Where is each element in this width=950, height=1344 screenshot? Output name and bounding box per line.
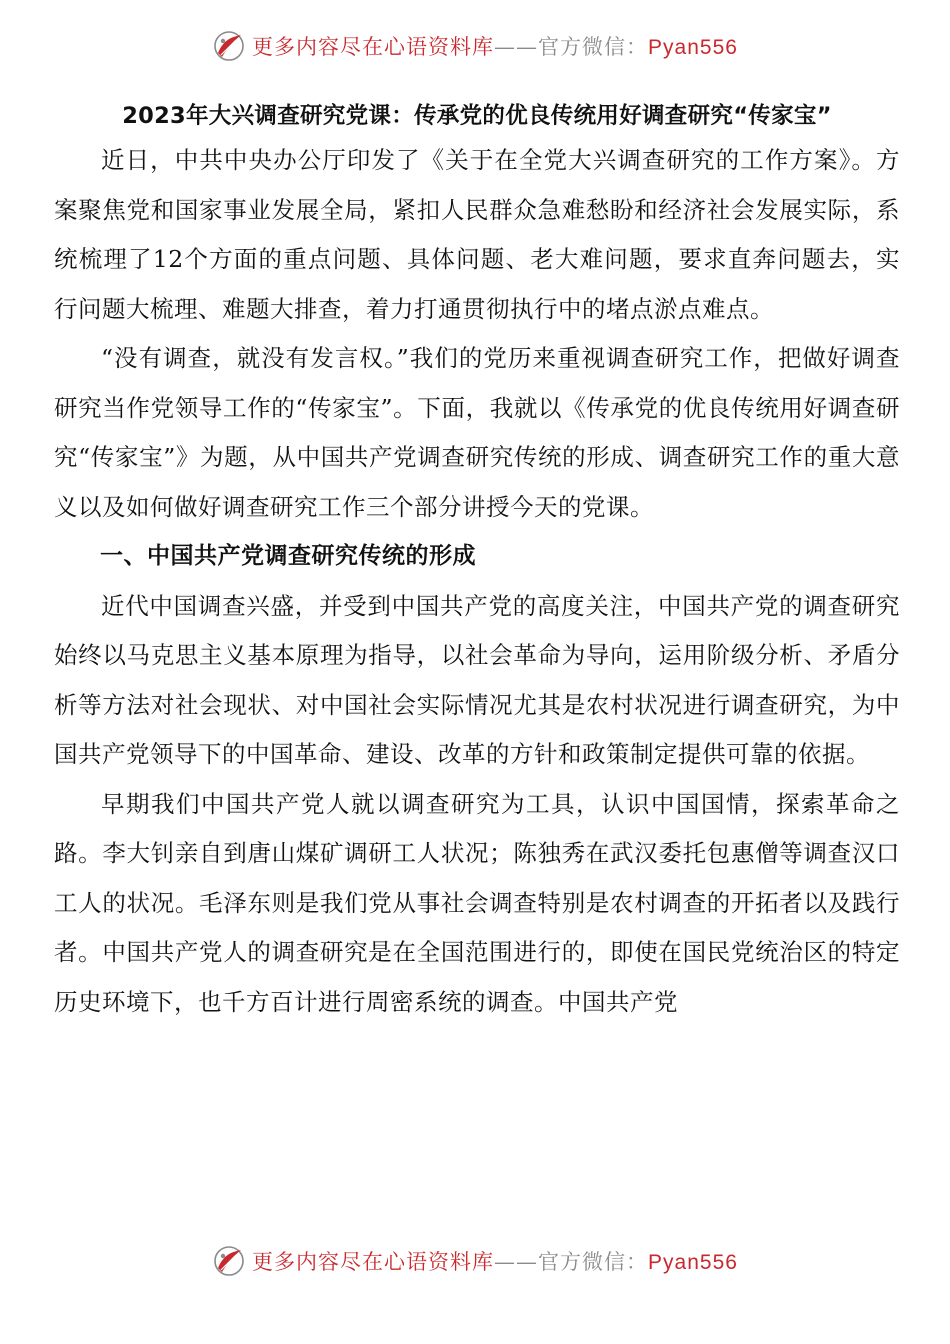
banner-wechat-id: Pyan556	[648, 1251, 738, 1274]
banner-brand: 更多内容尽在心语资料库	[252, 35, 495, 59]
header-banner	[0, 26, 950, 66]
banner-dash: ——	[494, 35, 539, 59]
ribbon-pen-logo-icon	[212, 29, 246, 63]
banner-wechat-id: Pyan556	[648, 36, 738, 59]
paragraph: 早期我们中国共产党人就以调查研究为工具，认识中国国情，探索革命之路。李大钊亲自到唐山煤矿调研工人状况；陈独秀在武汉委托包惠僧等调查汉口工人的状况。毛泽东则是我们党从事社会调查特别是农村调查的开拓者以及践行者。中国共产党人的调查研究是在全国范围进行的，即使在国民党统治区的特定历史环境下，也千方百计进行周密系统的调查。中国共产党	[54, 789, 900, 1016]
banner-dash: ——	[494, 1250, 539, 1274]
banner-wechat-label: 官方微信：	[538, 1250, 649, 1274]
document-body	[54, 96, 900, 1027]
banner-brand: 更多内容尽在心语资料库	[252, 1250, 495, 1274]
paragraph: “没有调查，就没有发言权。”我们的党历来重视调查研究工作，把做好调查研究当作党领导工作的“传家宝”。下面，我就以《传承党的优良传统用好调查研究“传家宝”》为题，从中国共产党调查研究传统的形成、调查研究工作的重大意义以及如何做好调查研究工作三个部分讲授今天的党课。	[54, 344, 900, 521]
banner-text	[252, 31, 738, 61]
paragraph: 近代中国调查兴盛，并受到中国共产党的高度关注，中国共产党的调查研究始终以马克思主义基本原理为指导，以社会革命为导向，运用阶级分析、矛盾分析等方法对社会现状、对中国社会实际情况尤其是农村状况进行调查研究，为中国共产党领导下的中国革命、建设、改革的方针和政策制定提供可靠的依据。	[54, 591, 900, 768]
section-heading: 一、中国共产党调查研究传统的形成	[100, 543, 476, 569]
banner-wechat-label: 官方微信：	[538, 35, 649, 59]
document-title: 2023年大兴调查研究党课：传承党的优良传统用好调查研究“传家宝”	[122, 103, 832, 129]
paragraph: 近日，中共中央办公厅印发了《关于在全党大兴调查研究的工作方案》。方案聚焦党和国家事业发展全局，紧扣人民群众急难愁盼和经济社会发展实际，系统梳理了12个方面的重点问题、具体问题、老大难问题，要求直奔问题去，实行问题大梳理、难题大排查，着力打通贯彻执行中的堵点淤点难点。	[54, 146, 900, 323]
ribbon-pen-logo-icon	[212, 1244, 246, 1278]
footer-banner	[0, 1241, 950, 1281]
banner-text	[252, 1246, 738, 1276]
